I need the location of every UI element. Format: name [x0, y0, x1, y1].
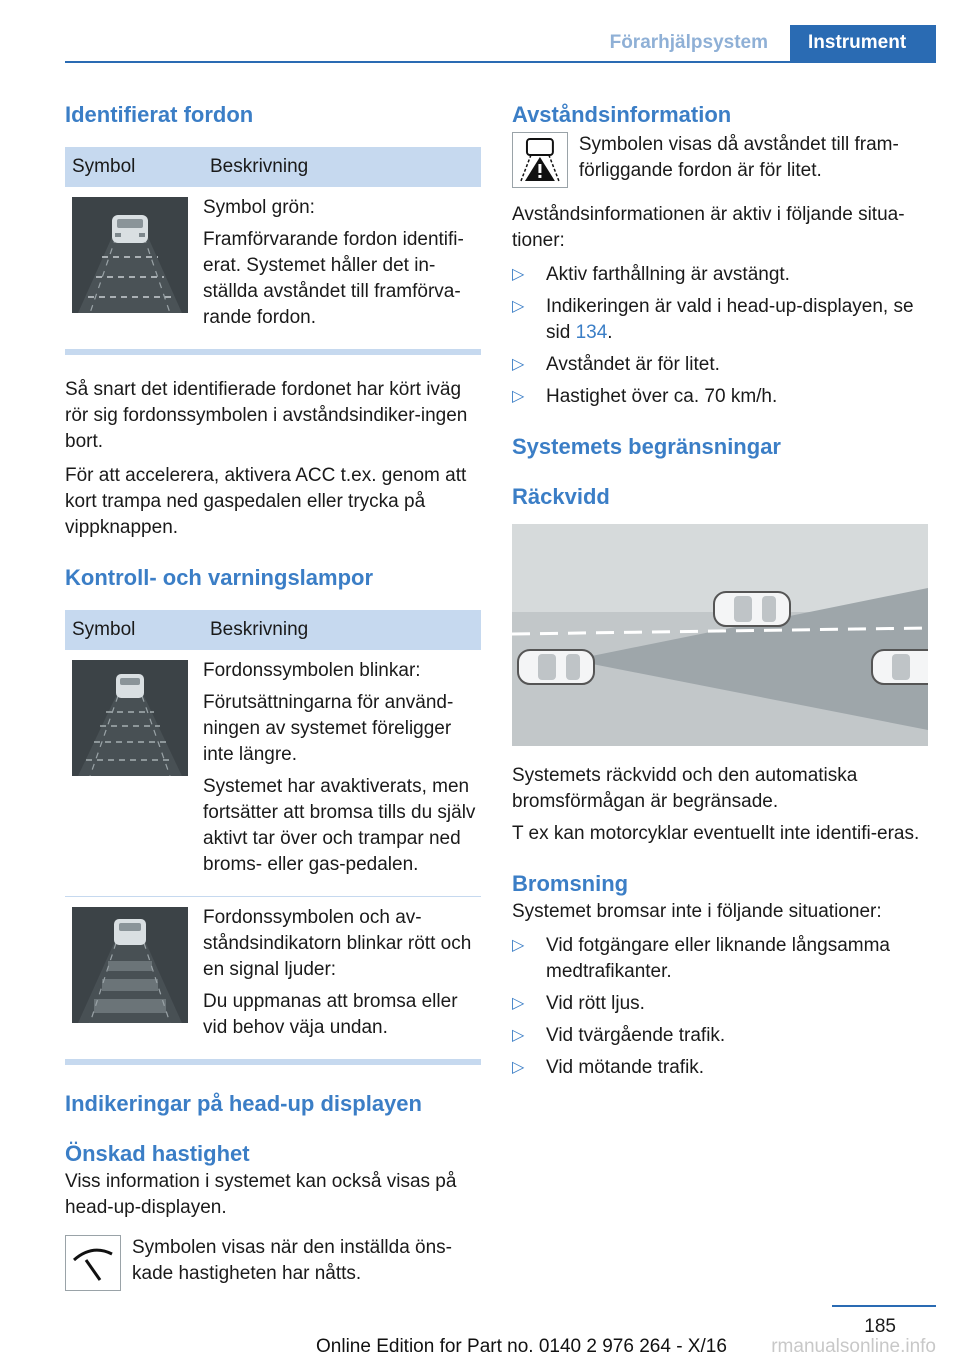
paragraph-vehicle-left: Så snart det identifierade fordonet har kört iväg rör sig fordonssymbolen i avståndsindiker-ingen bort.: [65, 379, 468, 452]
heading-indicator-lamps: Kontroll- och varningslampor: [65, 565, 374, 590]
car-blinking-symbol-image: [72, 660, 188, 776]
triangle-bullet-icon: ▷: [512, 1059, 525, 1076]
speedometer-icon: [65, 1235, 121, 1291]
description-line: Du uppmanas att bromsa eller vid behov väja undan.: [203, 991, 458, 1038]
paragraph-braking-situations: Systemet bromsar inte i följande situationer:: [512, 901, 882, 922]
list-item: ▷ Hastighet över ca. 70 km/h.: [512, 384, 928, 410]
section-tab: Förarhjälpsystem: [609, 32, 768, 53]
description-line: Förutsättningarna för använd-ningen av systemet föreligger inte längre.: [203, 692, 454, 765]
heading-range: Räckvidd: [512, 484, 610, 509]
heading-desired-speed: Önskad hastighet: [65, 1141, 250, 1166]
radar-range-illustration: [512, 524, 928, 746]
car-distance-red-symbol-image: [72, 907, 188, 1023]
heading-braking: Bromsning: [512, 871, 629, 896]
heading-hud-indications: Indikeringar på head-up displayen: [65, 1091, 422, 1116]
distance-symbol-text: Symbolen visas då avståndet till fram-förliggande fordon är för litet.: [578, 134, 899, 181]
car-green-symbol-image: [72, 197, 188, 313]
distance-symbol-block: [512, 132, 928, 188]
paragraph-range-limited: Systemets räckvidd och den automatiska bromsförmågan är begränsade.: [512, 765, 858, 812]
speed-symbol-text: Symbolen visas när den inställda öns-kade hastigheten har nåtts.: [132, 1237, 453, 1284]
car-top-icon: [714, 592, 790, 626]
triangle-bullet-icon: ▷: [512, 356, 525, 373]
paragraph-accelerate: För att accelerera, aktivera ACC t.ex. genom att kort trampa ned gaspedalen eller trycka på vippknappen.: [65, 465, 467, 538]
table-end-bar: [65, 349, 481, 355]
triangle-bullet-icon: ▷: [512, 995, 525, 1012]
table-row: [65, 897, 481, 1060]
description-line: Symbol grön:: [203, 197, 315, 218]
table-header-description: Beskrivning: [203, 147, 481, 187]
list-item: ▷ Vid rött ljus.: [512, 991, 928, 1017]
description-line: Fordonssymbolen och av-ståndsindikatorn blinkar rött och en signal ljuder:: [203, 907, 472, 980]
description-line: Fordonssymbolen blinkar:: [203, 660, 421, 681]
chapter-tab: Instrument: [790, 25, 936, 61]
triangle-bullet-icon: ▷: [512, 388, 525, 405]
indicator-lamps-table: [65, 610, 481, 1059]
heading-system-limits: Systemets begränsningar: [512, 434, 781, 459]
car-top-icon: [872, 650, 928, 684]
list-item: ▷ Avståndet är för litet.: [512, 352, 928, 378]
list-item: ▷ Vid mötande trafik.: [512, 1055, 928, 1081]
heading-identified-vehicle: Identifierat fordon: [65, 102, 254, 127]
description-line: Framförvarande fordon identifi-erat. Systemet håller det in-ställda avståndet till framförva-rande fordon.: [203, 229, 464, 328]
header-tabs: [588, 25, 936, 61]
identified-vehicle-table: [65, 147, 481, 349]
description-line: Systemet har avaktiverats, men fortsätter att bromsa tills du själv aktivt tar över och trampar ned broms- eller gas-pedalen.: [203, 776, 476, 875]
list-item: ▷ Vid fotgängare eller liknande långsamma medtrafikanter.: [512, 935, 890, 982]
watermark: rmanualsonline.info: [771, 1336, 936, 1357]
right-column: [512, 100, 928, 1087]
table-header-symbol: Symbol: [65, 610, 203, 650]
triangle-bullet-icon: ▷: [512, 1027, 525, 1044]
left-column: [65, 100, 481, 1291]
page-link-134[interactable]: 134: [575, 322, 608, 343]
triangle-bullet-icon: ▷: [512, 266, 525, 283]
paragraph-motorcycles: T ex kan motorcyklar eventuellt inte identifi-eras.: [512, 823, 920, 844]
braking-situations-list: [512, 933, 928, 1081]
heading-distance-info: Avståndsinformation: [512, 102, 732, 127]
table-header-description: Beskrivning: [203, 610, 481, 650]
list-item: ▷ Aktiv farthållning är avstängt.: [512, 262, 928, 288]
paragraph-hud-info: Viss information i systemet kan också visas på head-up-displayen.: [65, 1171, 457, 1218]
footer-rule: [832, 1305, 936, 1307]
list-item: ▷ Vid tvärgående trafik.: [512, 1023, 928, 1049]
triangle-bullet-icon: ▷: [512, 298, 525, 315]
table-end-bar: [65, 1059, 481, 1065]
distance-warning-icon: [512, 132, 568, 188]
table-row: [65, 650, 481, 897]
paragraph-distance-active: Avståndsinformationen är aktiv i följande situa-tioner:: [512, 204, 905, 251]
car-top-icon: [518, 650, 594, 684]
header-rule: [65, 61, 936, 63]
list-item: ▷ Indikeringen är vald i head-up-displayen, se sid 134.: [512, 296, 914, 343]
page-number: 185: [864, 1316, 896, 1337]
table-row: [65, 187, 481, 349]
triangle-bullet-icon: ▷: [512, 937, 525, 954]
edition-footer: Online Edition for Part no. 0140 2 976 264 - X/16: [316, 1336, 727, 1357]
speed-symbol-block: [65, 1235, 481, 1291]
active-situations-list: [512, 262, 928, 410]
table-header-symbol: Symbol: [65, 147, 203, 187]
